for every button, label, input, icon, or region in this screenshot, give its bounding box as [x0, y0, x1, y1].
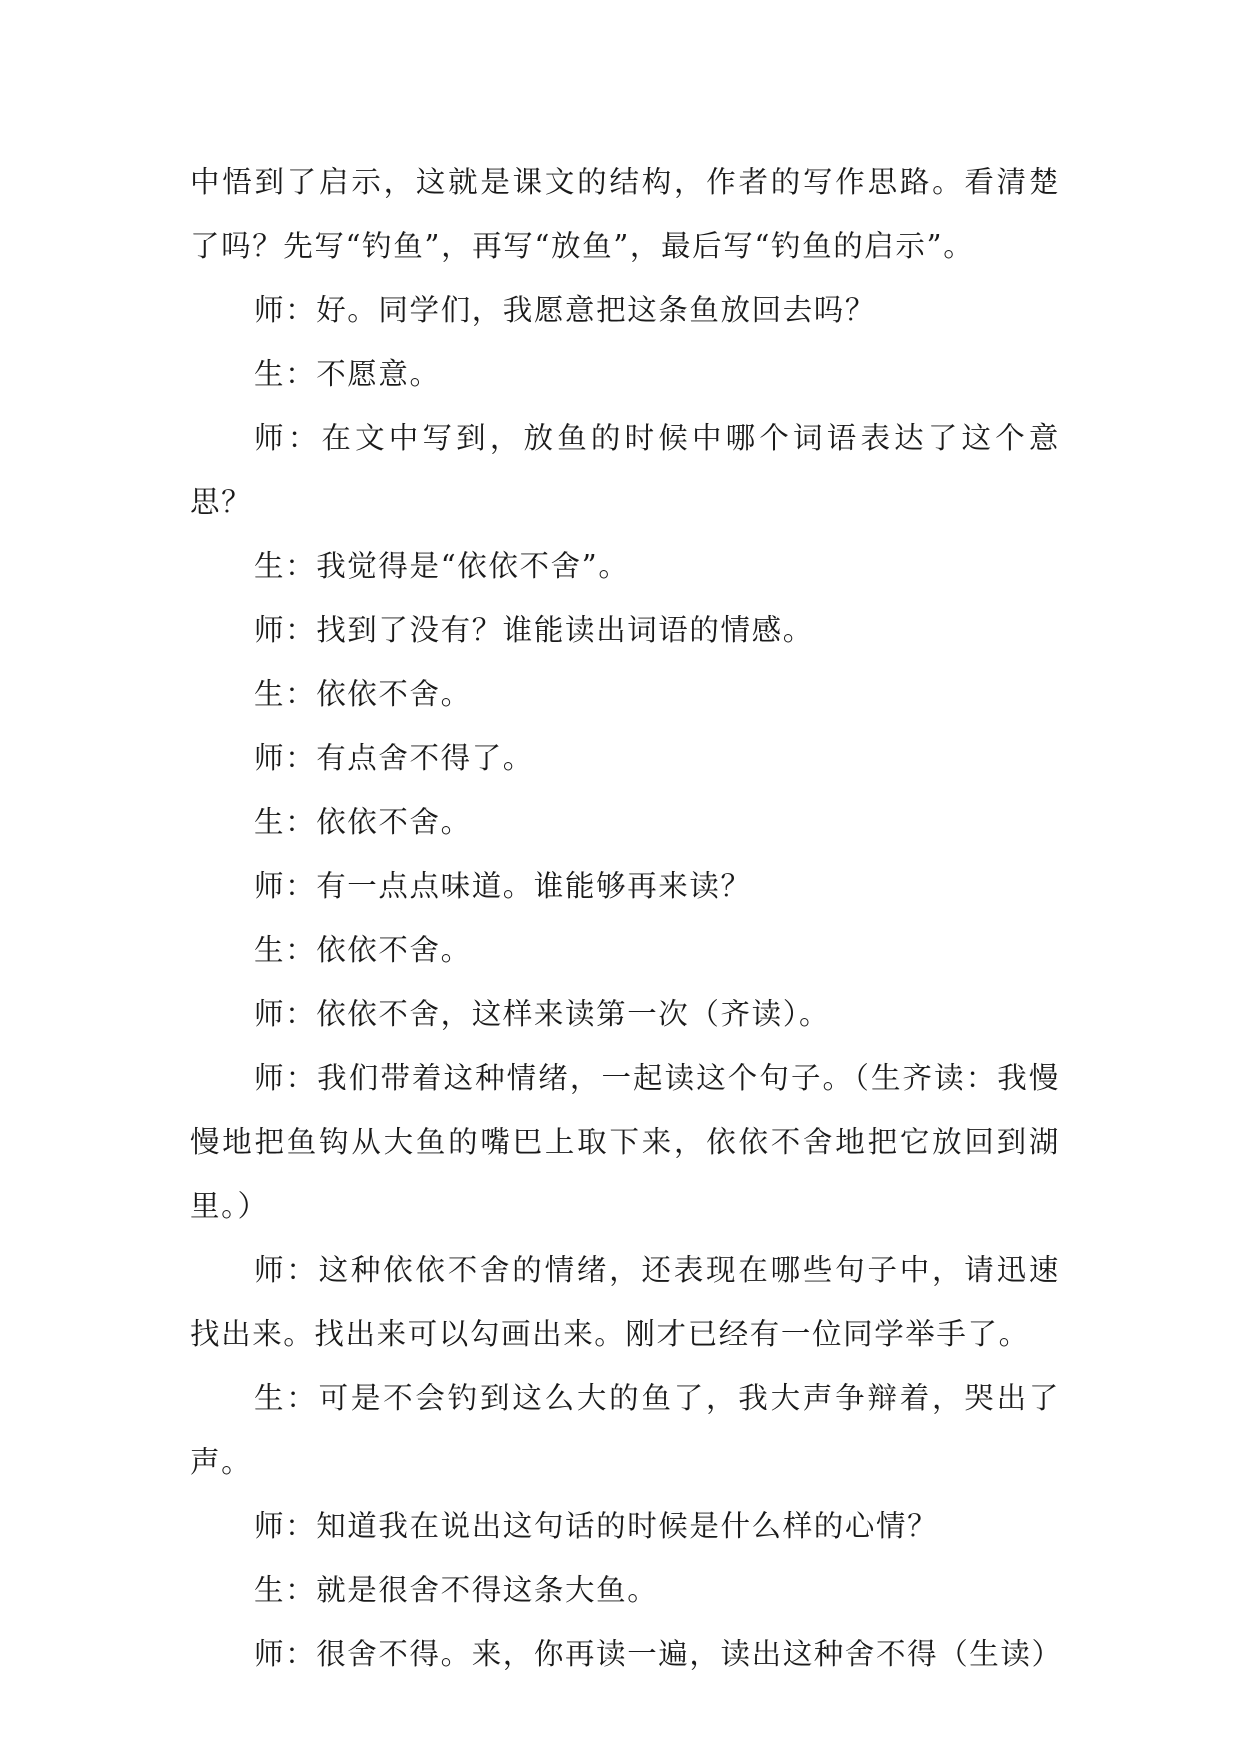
paragraph: 师：我们带着这种情绪，一起读这个句子。（生齐读：我慢慢地把鱼钩从大鱼的嘴巴上取下来，依依不舍地把它放回到湖里。）	[190, 1061, 1060, 1223]
paragraph: 生：就是很舍不得这条大鱼。	[254, 1573, 659, 1607]
paragraph: 师：好。同学们，我愿意把这条鱼放回去吗？	[254, 293, 877, 327]
paragraph: 师：有一点点味道。谁能够再来读？	[254, 869, 752, 903]
paragraph: 生：依依不舍。	[254, 933, 472, 967]
paragraph: 师：有点舍不得了。	[254, 741, 534, 775]
paragraph: 生：不愿意。	[254, 357, 441, 391]
document-body	[190, 150, 1063, 1686]
paragraph: 师：这种依依不舍的情绪，还表现在哪些句子中，请迅速找出来。找出来可以勾画出来。刚才已经有一位同学举手了。	[190, 1253, 1060, 1351]
paragraph: 师：知道我在说出这句话的时候是什么样的心情？	[254, 1509, 939, 1543]
paragraph: 师：很舍不得。来，你再读一遍，读出这种舍不得（生读）	[254, 1637, 1063, 1671]
paragraph: 师：依依不舍，这样来读第一次（齐读）。	[254, 997, 831, 1031]
paragraph: 生：我觉得是“依依不舍”。	[254, 549, 630, 583]
paragraph: 生：依依不舍。	[254, 677, 472, 711]
paragraph: 师：找到了没有？谁能读出词语的情感。	[254, 613, 814, 647]
paragraph: 生：可是不会钓到这么大的鱼了，我大声争辩着，哭出了声。	[190, 1381, 1060, 1479]
paragraph: 中悟到了启示，这就是课文的结构，作者的写作思路。看清楚了吗？先写“钓鱼”，再写“放鱼”，最后写“钓鱼的启示”。	[190, 165, 1060, 263]
paragraph: 师：在文中写到，放鱼的时候中哪个词语表达了这个意思？	[190, 421, 1060, 519]
paragraph: 生：依依不舍。	[254, 805, 472, 839]
